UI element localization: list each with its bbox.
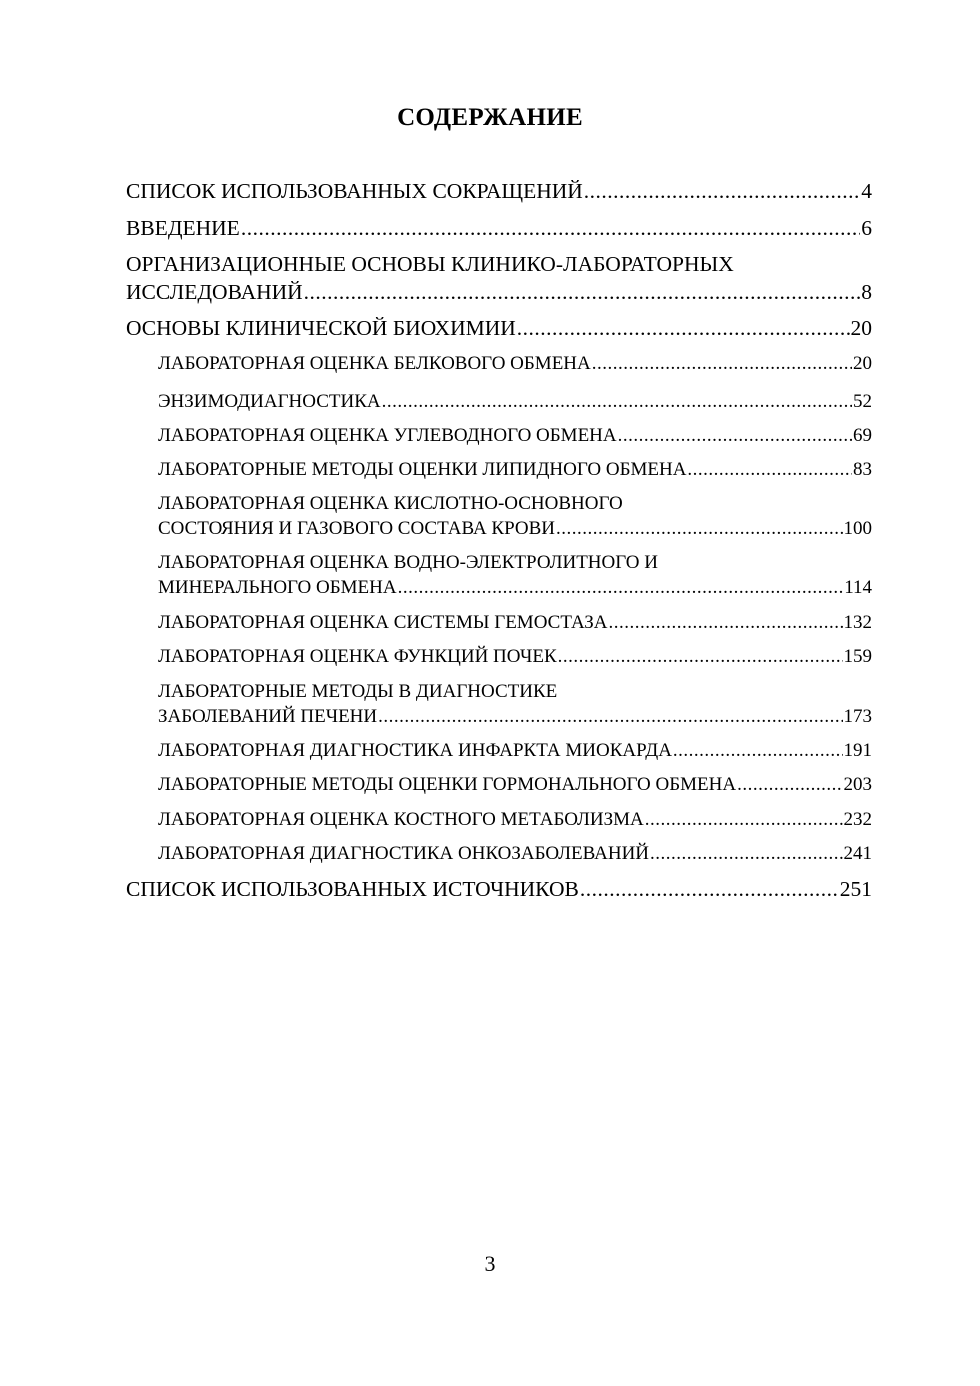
toc-entry-title: ОСНОВЫ КЛИНИЧЕСКОЙ БИОХИМИИ [126, 316, 516, 340]
toc-page-number: 20 [853, 353, 872, 374]
toc-page-number: 4 [861, 179, 872, 203]
toc-subentry[interactable] [158, 738, 872, 763]
toc-subentry[interactable] [158, 644, 872, 669]
toc-entry[interactable] [126, 875, 872, 903]
toc-subentry[interactable] [158, 772, 872, 797]
toc-subentry[interactable] [158, 807, 872, 832]
toc-leader-dots [580, 875, 839, 903]
toc-entry-title: ЛАБОРАТОРНАЯ ОЦЕНКА КОСТНОГО МЕТАБОЛИЗМА [158, 809, 644, 830]
toc-leader-dots [608, 610, 842, 635]
toc-entry-title: ЭНЗИМОДИАГНОСТИКА [158, 391, 381, 412]
toc-leader-dots [382, 389, 852, 414]
toc-page-number: 241 [843, 843, 872, 864]
toc-subentry[interactable] [158, 423, 872, 448]
toc-page-number: 251 [839, 877, 872, 901]
toc-subentry[interactable] [158, 704, 872, 729]
toc-leader-dots [650, 841, 842, 866]
toc-entry-title: ЛАБОРАТОРНАЯ ДИАГНОСТИКА ИНФАРКТА МИОКАРДА [158, 740, 672, 761]
toc-subentry[interactable] [158, 351, 872, 376]
toc-leader-dots [737, 772, 842, 797]
toc-entry-title: ЛАБОРАТОРНАЯ ОЦЕНКА ФУНКЦИЙ ПОЧЕК [158, 646, 557, 667]
toc-page-number: 132 [843, 612, 872, 633]
toc-entry-title: ИССЛЕДОВАНИЙ [126, 280, 303, 304]
toc-leader-dots [241, 214, 860, 242]
toc-entry-title: МИНЕРАЛЬНОГО ОБМЕНА [158, 577, 397, 598]
toc-leader-dots [398, 575, 844, 600]
toc-entry-title: ЛАБОРАТОРНАЯ ДИАГНОСТИКА ОНКОЗАБОЛЕВАНИЙ [158, 843, 650, 864]
toc-entry-title: СПИСОК ИСПОЛЬЗОВАННЫХ ИСТОЧНИКОВ [126, 877, 579, 901]
toc-entry-title: СОСТОЯНИЯ И ГАЗОВОГО СОСТАВА КРОВИ [158, 518, 556, 539]
toc-page-number: 20 [850, 316, 872, 340]
toc-entry-title: ВВЕДЕНИЕ [126, 216, 240, 240]
toc-entry-title: ЛАБОРАТОРНАЯ ОЦЕНКА БЕЛКОВОГО ОБМЕНА [158, 353, 591, 374]
toc-page-number: 203 [843, 774, 872, 795]
toc-leader-dots [378, 704, 842, 729]
toc-page-number: 83 [853, 459, 872, 480]
toc-entry-title: ЛАБОРАТОРНЫЕ МЕТОДЫ ОЦЕНКИ ГОРМОНАЛЬНОГО ОБМЕНА [158, 774, 737, 795]
toc-entry-title: ЗАБОЛЕВАНИЙ ПЕЧЕНИ [158, 706, 378, 727]
toc-page-number: 191 [843, 740, 872, 761]
toc-page-number: 114 [844, 577, 872, 598]
toc-page-number: 159 [843, 646, 872, 667]
toc-leader-dots [618, 423, 852, 448]
toc-page-number: 69 [853, 425, 872, 446]
page-number: 3 [484, 1251, 496, 1276]
toc-entry-title-line1: ЛАБОРАТОРНАЯ ОЦЕНКА КИСЛОТНО-ОСНОВНОГО [158, 493, 623, 514]
toc-leader-dots [517, 314, 850, 342]
toc-entry-title-line1: ЛАБОРАТОРНАЯ ОЦЕНКА ВОДНО-ЭЛЕКТРОЛИТНОГО И [158, 552, 658, 573]
toc-entry[interactable] [126, 314, 872, 342]
toc-entry-title: ЛАБОРАТОРНЫЕ МЕТОДЫ ОЦЕНКИ ЛИПИДНОГО ОБМЕНА [158, 459, 687, 480]
toc-subentry[interactable] [158, 610, 872, 635]
toc-leader-dots [558, 644, 843, 669]
toc-page-number: 173 [843, 706, 872, 727]
toc-entry-title: ЛАБОРАТОРНАЯ ОЦЕНКА УГЛЕВОДНОГО ОБМЕНА [158, 425, 617, 446]
toc-leader-dots [584, 177, 860, 205]
toc-page-number: 232 [843, 809, 872, 830]
toc-entry-title: ЛАБОРАТОРНАЯ ОЦЕНКА СИСТЕМЫ ГЕМОСТАЗА [158, 612, 608, 633]
toc-entry-title: СПИСОК ИСПОЛЬЗОВАННЫХ СОКРАЩЕНИЙ [126, 179, 583, 203]
toc-page-number: 100 [843, 518, 872, 539]
toc-entry-title-line1: ОРГАНИЗАЦИОННЫЕ ОСНОВЫ КЛИНИКО-ЛАБОРАТОРНЫХ [126, 252, 734, 276]
toc-leader-dots [645, 807, 843, 832]
toc-leader-dots [592, 351, 852, 376]
toc-page-number: 6 [861, 216, 872, 240]
toc-subentry[interactable] [158, 516, 872, 541]
toc-subentry[interactable] [158, 389, 872, 414]
toc-entry-title-line1: ЛАБОРАТОРНЫЕ МЕТОДЫ В ДИАГНОСТИКЕ [158, 681, 558, 702]
toc-leader-dots [556, 516, 842, 541]
toc-entry[interactable] [126, 278, 872, 306]
toc-leader-dots [687, 457, 852, 482]
toc-entry[interactable] [126, 214, 872, 242]
toc-page-number: 52 [853, 391, 872, 412]
toc-page-number: 8 [861, 280, 872, 304]
toc-entry[interactable] [126, 177, 872, 205]
toc-leader-dots [673, 738, 843, 763]
toc-subentry[interactable] [158, 841, 872, 866]
toc-leader-dots [304, 278, 861, 306]
page-title: СОДЕРЖАНИЕ [397, 104, 583, 131]
toc-subentry[interactable] [158, 575, 872, 600]
toc-subentry[interactable] [158, 457, 872, 482]
